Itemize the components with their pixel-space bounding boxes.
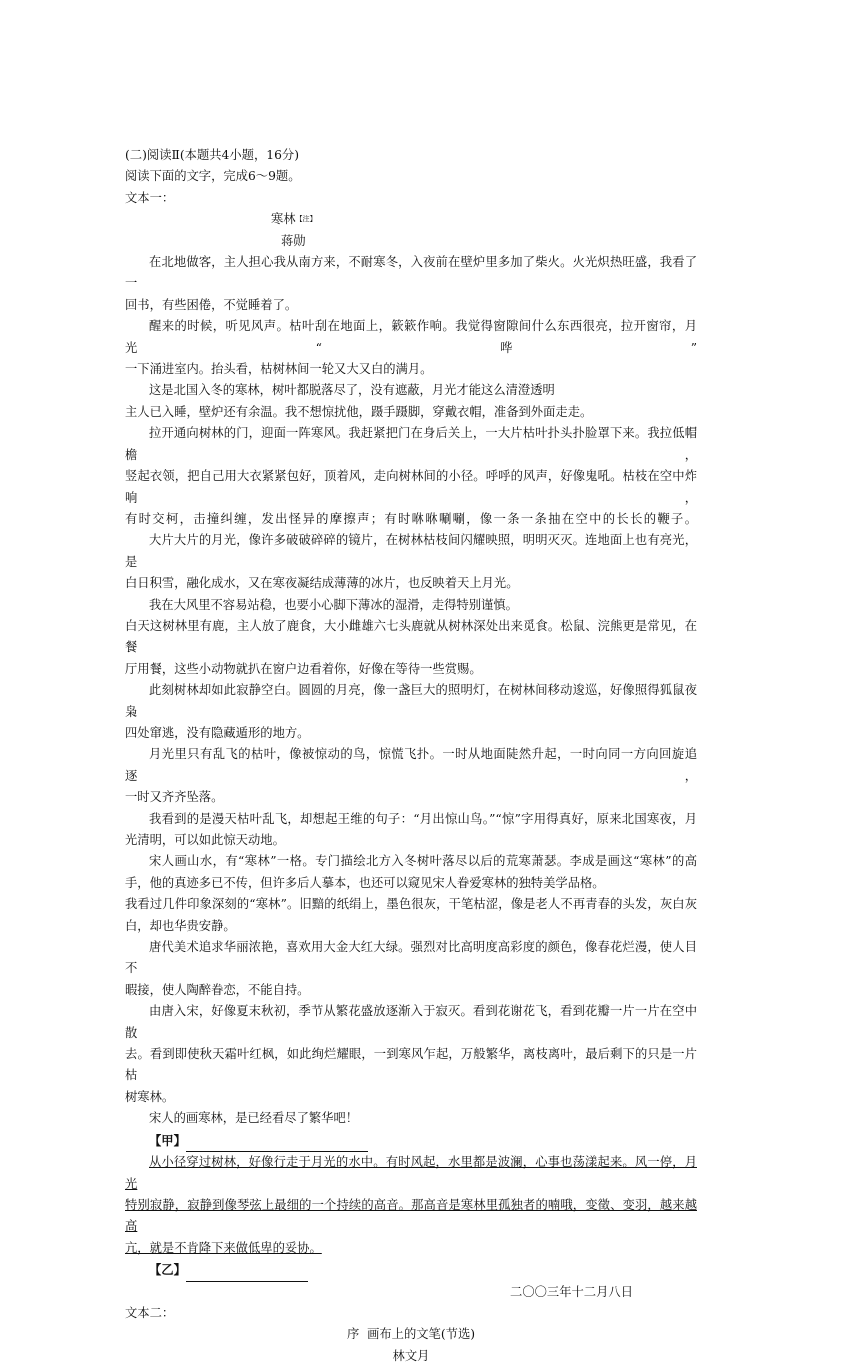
text1-date: 二〇〇三年十二月八日 bbox=[510, 1284, 633, 1299]
paragraph-line: 宋人的画寒林，是已经看尽了繁华吧！ bbox=[149, 1111, 359, 1126]
underlined-line: 特别寂静，寂静到像琴弦上最细的一个持续的高音。那高音是寒林里孤独者的喃哦，变徵、变羽，越来越高 bbox=[125, 1197, 697, 1234]
text1-author: 蒋勋 bbox=[281, 233, 306, 248]
jia-answer-blank[interactable] bbox=[186, 1137, 368, 1152]
jia-label: 【甲】 bbox=[149, 1132, 186, 1148]
paragraph-line: 一下涌进室内。抬头看，枯树林间一轮又大又白的满月。 bbox=[125, 362, 433, 377]
paragraph-line: 暇接，使人陶醉眷恋，不能自持。 bbox=[125, 982, 310, 997]
yi-label: 【乙】 bbox=[149, 1262, 186, 1278]
paragraph-line: 回书，有些困倦，不觉睡着了。 bbox=[125, 297, 298, 312]
text1-note-marker: 【注】 bbox=[295, 215, 317, 224]
paragraph-line: 大片大片的月光，像许多破破碎碎的镜片，在树林枯枝间闪耀映照，明明灭灭。连地面上也有亮光，是 bbox=[125, 533, 697, 569]
paragraph-line: 四处窜逃，没有隐藏遁形的地方。 bbox=[125, 725, 310, 740]
paragraph-line: 厅用餐，这些小动物就扒在窗户边看着你，好像在等待一些赏赐。 bbox=[125, 661, 482, 676]
paragraph-line: 唐代美术追求华丽浓艳，喜欢用大金大红大绿。强烈对比高明度高彩度的颜色，像春花烂漫，使人目不 bbox=[125, 940, 697, 976]
paragraph-line: 在北地做客，主人担心我从南方来，不耐寒冬，入夜前在壁炉里多加了柴火。火光炽热旺盛，我看了一 bbox=[125, 255, 697, 291]
blank-jia bbox=[125, 1130, 697, 1152]
section-heading: (二)阅读Ⅱ(本题共4小题，16分) bbox=[125, 148, 299, 162]
underlined-line: 亢，就是不肯降下来做低卑的妥协。 bbox=[125, 1240, 322, 1255]
paragraph-line: 有时交柯，击撞纠缠，发出怪异的摩擦声；有时咻咻唰唰，像一条一条抽在空中的长长的鞭子。 bbox=[125, 511, 697, 526]
underlined-line: 从小径穿过树林，好像行走于月光的水中。有时风起，水里都是波澜，心事也荡漾起来。风一停，月光 bbox=[125, 1155, 697, 1191]
text2-author: 林文月 bbox=[392, 1348, 430, 1363]
paragraph-line: 竖起衣领，把自己用大衣紧紧包好，顶着风，走向树林间的小径。呼呼的风声，好像鬼吼。枯枝在空中炸响， bbox=[125, 469, 697, 505]
paragraph-line: 主人已入睡，壁炉还有余温。我不想惊扰他，蹑手蹑脚，穿戴衣帽，准备到外面走走。 bbox=[125, 404, 593, 419]
text2-title: 序 画布上的文笔(节选) bbox=[346, 1327, 476, 1342]
paragraph-line: 宋人画山水，有“寒林”一格。专门描绘北方入冬树叶落尽以后的荒寒萧瑟。李成是画这“寒林”的高 bbox=[149, 854, 697, 869]
text1-label: 文本一： bbox=[125, 190, 175, 205]
paragraph-line: 醒来的时候，听见风声。枯叶刮在地面上，簌簌作响。我觉得窗隙间什么东西很亮，拉开窗帘，月光“哗” bbox=[125, 319, 697, 355]
paragraph-line: 去。看到即使秋天霜叶红枫，如此绚烂耀眼，一到寒风乍起，万般繁华，离枝离叶，最后剩下的只是一片枯 bbox=[125, 1047, 697, 1083]
paragraph-line: 我看过几件印象深刻的“寒林”。旧黯的纸绢上，墨色很灰，干笔枯涩，像是老人不再青春的头发，灰白灰 bbox=[125, 897, 697, 912]
paragraph-line: 白日积雪，融化成水，又在寒夜凝结成薄薄的冰片，也反映着天上月光。 bbox=[125, 576, 519, 591]
paragraph-line: 我在大风里不容易站稳，也要小心脚下薄冰的湿滑，走得特别谨慎。 bbox=[149, 597, 518, 612]
paragraph-line: 树寒林。 bbox=[125, 1089, 175, 1104]
paragraph-line: 一时又齐齐坠落。 bbox=[125, 790, 224, 805]
text1-title bbox=[271, 209, 697, 230]
text2-label: 文本二： bbox=[125, 1305, 175, 1320]
paragraph-line: 我看到的是漫天枯叶乱飞，却想起王维的句子：“月出惊山鸟。”“惊”字用得真好，原来北国寒夜，月 bbox=[149, 811, 697, 826]
instruction: 阅读下面的文字，完成6～9题。 bbox=[125, 169, 301, 184]
paragraph-line: 这是北国入冬的寒林，树叶都脱落尽了，没有遮蔽，月光才能这么清澄透明 bbox=[149, 383, 555, 398]
exam-page bbox=[125, 145, 697, 1367]
paragraph-line: 光清明，可以如此惊天动地。 bbox=[125, 833, 285, 847]
paragraph-line: 白，却也华贵安静。 bbox=[125, 918, 236, 933]
paragraph-line: 白天这树林里有鹿，主人放了鹿食，大小雌雄六七头鹿就从树林深处出来觅食。松鼠、浣熊更是常见，在餐 bbox=[125, 618, 697, 655]
paragraph-line: 月光里只有乱飞的枯叶，像被惊动的鸟，惊慌飞扑。一时从地面陡然升起，一时向同一方向回旋追逐， bbox=[125, 747, 697, 783]
blank-yi bbox=[125, 1259, 697, 1281]
text1-title-text: 寒林 bbox=[271, 212, 296, 227]
paragraph-line: 此刻树林却如此寂静空白。圆圆的月亮，像一盏巨大的照明灯，在树林间移动逡巡，好像照得狐鼠夜枭 bbox=[125, 683, 697, 719]
paragraph-line: 由唐入宋，好像夏末秋初，季节从繁花盛放逐渐入于寂灭。看到花谢花飞，看到花瓣一片一片在空中散 bbox=[125, 1004, 697, 1040]
paragraph-line: 拉开通向树林的门，迎面一阵寒风。我赶紧把门在身后关上，一大片枯叶扑头扑脸罩下来。我拉低帽檐， bbox=[125, 426, 697, 462]
paragraph-line: 手，他的真迹多已不传，但许多后人摹本，也还可以窥见宋人眷爱寒林的独特美学品格。 bbox=[125, 875, 605, 890]
yi-answer-blank[interactable] bbox=[186, 1267, 308, 1282]
